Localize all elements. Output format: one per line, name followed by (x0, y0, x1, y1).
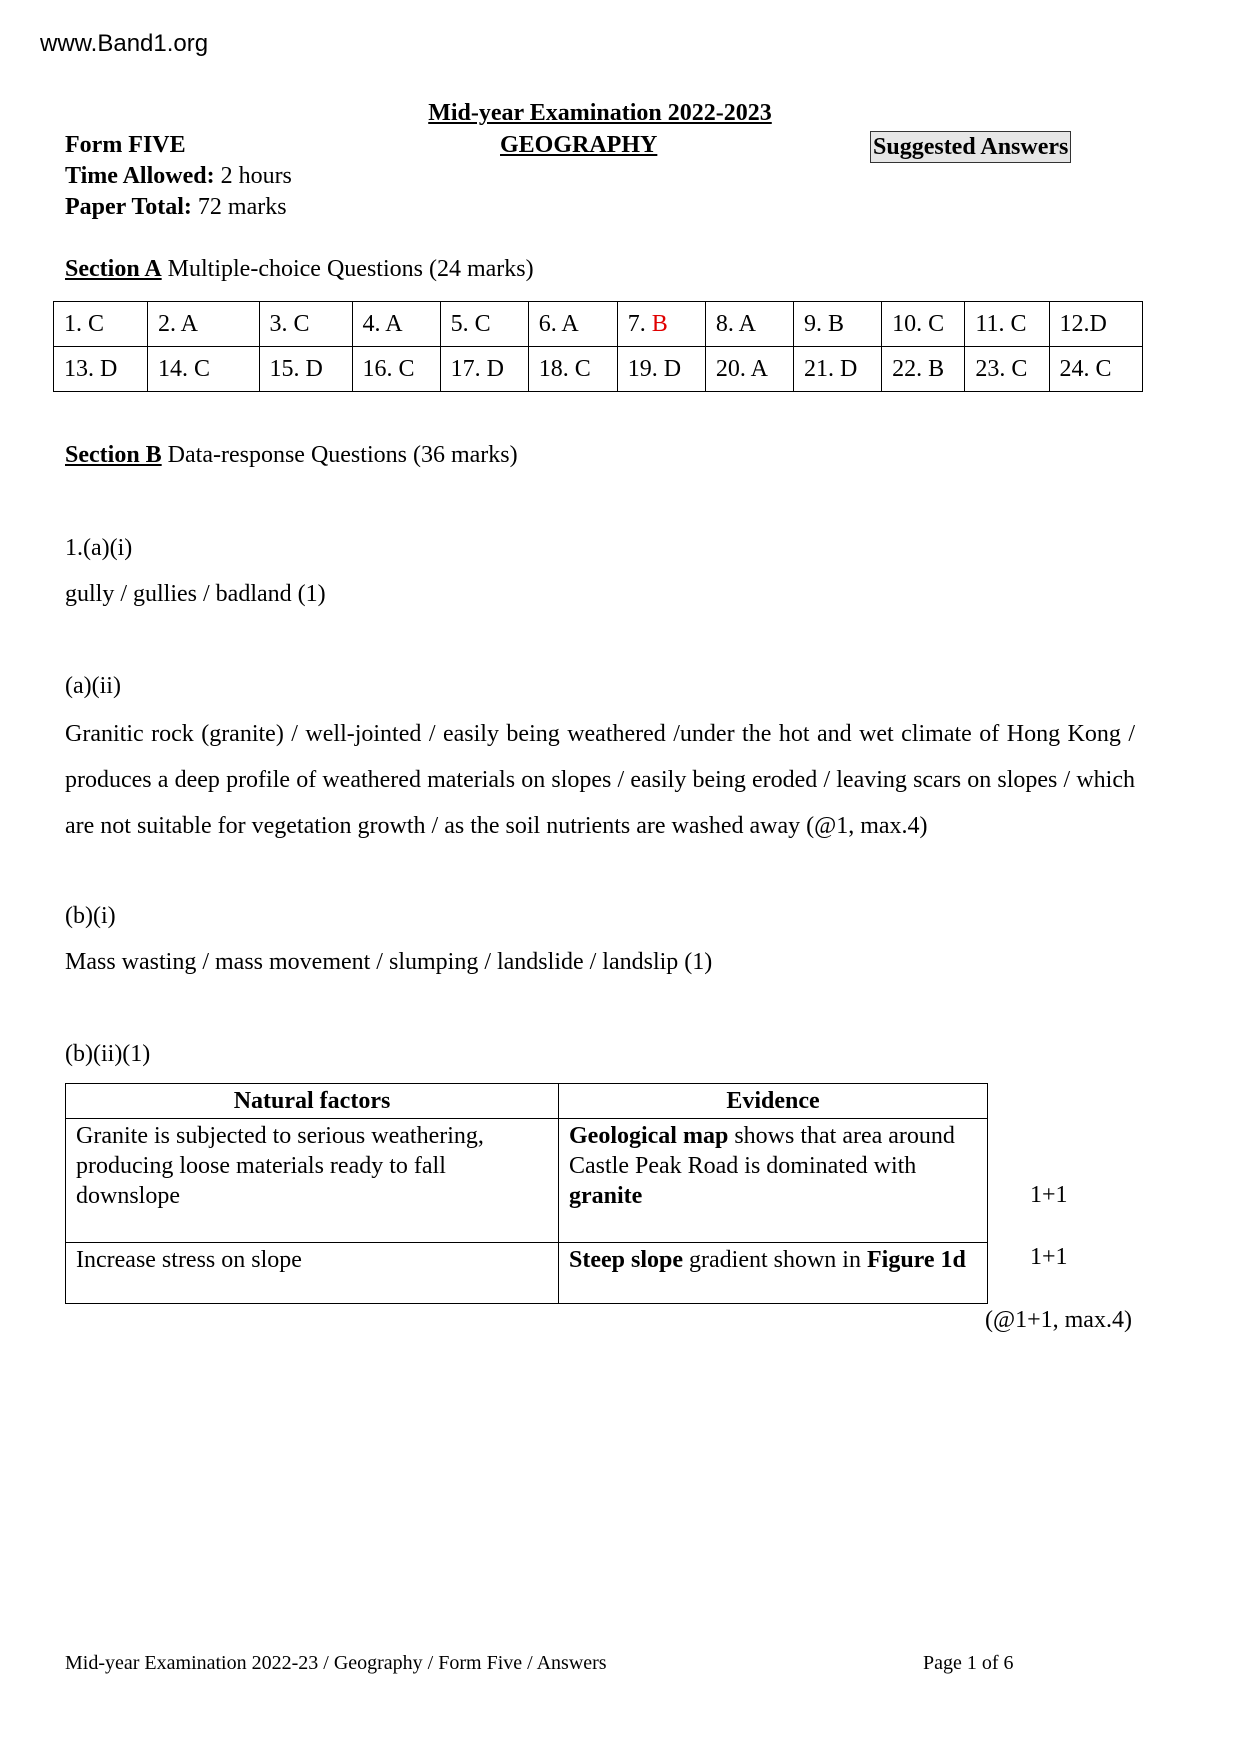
mc-answer-letter: C (474, 310, 491, 337)
suggested-answers-badge: Suggested Answers (870, 131, 1071, 163)
mc-answer-letter: D (1089, 310, 1107, 337)
mc-answer-cell (794, 347, 882, 392)
mc-question-number: 17. (450, 355, 487, 382)
mc-answer-letter: D (100, 355, 118, 382)
mc-answer-letter: A (750, 355, 768, 382)
mc-answer-cell (965, 302, 1049, 347)
mc-answer-letter: C (1010, 310, 1027, 337)
mc-answer-letter: A (180, 310, 198, 337)
mc-answer-letter: B (928, 355, 945, 382)
section-b-heading (65, 442, 518, 469)
paper-total (65, 194, 287, 221)
page-number: Page 1 of 6 (923, 1652, 1014, 1674)
question-1aii-answer: Granitic rock (granite) / well-jointed / easily being weathered /under the hot and wet climate of Hong Kong / produces a deep profile of weathered materials on slopes / easily being eroded / leaving scars on slopes / which are not suitable for vegetation growth / as the soil nutrients are washed away (@1, max.4) (65, 721, 1135, 839)
mc-answer-cell (1049, 302, 1142, 347)
section-a-label: Section A (65, 256, 162, 282)
mc-answer-letter: D (663, 355, 682, 382)
row-2-mark: 1+1 (1030, 1244, 1068, 1270)
mc-answer-cell (259, 347, 352, 392)
evidence-bold: granite (569, 1183, 643, 1209)
row-1-mark: 1+1 (1030, 1182, 1068, 1208)
mc-row (54, 347, 1143, 392)
mc-answer-cell (528, 347, 617, 392)
time-allowed-label: Time Allowed: (65, 163, 215, 189)
form-level: Form FIVE (65, 132, 186, 158)
table-header-row (66, 1084, 988, 1119)
mc-question-number: 16. (362, 355, 399, 382)
mc-question-number: 21. (804, 355, 841, 382)
mc-answer-letter: C (398, 355, 415, 382)
evidence-bold: Figure 1d (866, 1247, 966, 1273)
section-a-heading (65, 256, 534, 283)
mc-answer-cell (882, 347, 965, 392)
table-row (66, 1119, 988, 1243)
natural-factors-table (65, 1083, 988, 1304)
evidence-cell (559, 1243, 988, 1304)
mc-answer-cell (147, 347, 259, 392)
mc-answer-letter: D (486, 355, 504, 382)
mc-answer-letter: D (840, 355, 858, 382)
mc-question-number: 3. (269, 310, 294, 337)
paper-total-value: 72 marks (191, 194, 287, 220)
mc-question-number: 18. (538, 355, 575, 382)
evidence-bold: Steep slope (569, 1247, 683, 1273)
mc-answer-cell (617, 347, 705, 392)
mc-answer-letter: C (574, 355, 591, 382)
mc-answer-letter: C (928, 310, 945, 337)
mc-answer-cell (259, 302, 352, 347)
evidence-cell (559, 1119, 988, 1243)
mc-question-number: 11. (975, 310, 1011, 337)
mc-answer-letter: B (828, 310, 845, 337)
mc-question-number: 10. (892, 310, 929, 337)
mc-answer-table (53, 301, 1143, 392)
mc-answer-cell (147, 302, 259, 347)
exam-title: Mid-year Examination 2022-2023 (428, 100, 772, 126)
mc-answer-letter: B (651, 310, 668, 337)
question-1bi-answer: Mass wasting / mass movement / slumping / landslide / landslip (1) (65, 949, 713, 975)
mc-answer-cell (705, 302, 793, 347)
mc-question-number: 8. (715, 310, 739, 337)
table-row (66, 1243, 988, 1304)
mc-question-number: 12. (1059, 310, 1090, 337)
question-1aii-label: (a)(ii) (65, 673, 121, 699)
mc-answer-cell (617, 302, 705, 347)
mc-answer-cell (965, 347, 1049, 392)
max-mark-note: (@1+1, max.4) (985, 1307, 1132, 1333)
footer-text: Mid-year Examination 2022-23 / Geography / Form Five / Answers (65, 1652, 607, 1674)
evidence-text: gradient shown in (683, 1247, 867, 1273)
mc-answer-cell (528, 302, 617, 347)
mc-answer-cell (440, 302, 528, 347)
mc-answer-letter: A (561, 310, 579, 337)
mc-question-number: 22. (892, 355, 929, 382)
section-b-title: Data-response Questions (36 marks) (161, 442, 518, 468)
mc-answer-cell (882, 302, 965, 347)
mc-answer-letter: C (193, 355, 210, 382)
mc-question-number: 23. (975, 355, 1012, 382)
mc-answer-cell (352, 347, 440, 392)
mc-answer-cell (54, 302, 148, 347)
mc-question-number: 7. (627, 310, 652, 337)
mc-answer-cell (794, 302, 882, 347)
mc-answer-letter: D (305, 355, 323, 382)
evidence-text: shows that area around Castle Peak Road is dominated with (569, 1123, 955, 1179)
mc-question-number: 4. (362, 310, 386, 337)
mc-question-number: 9. (804, 310, 829, 337)
time-allowed (65, 163, 292, 190)
subject-title: GEOGRAPHY (500, 132, 658, 158)
mc-question-number: 2. (157, 310, 181, 337)
mc-question-number: 19. (627, 355, 664, 382)
mc-question-number: 1. (64, 310, 88, 337)
paper-total-label: Paper Total: (65, 194, 192, 220)
mc-answer-cell (440, 347, 528, 392)
mc-question-number: 6. (538, 310, 562, 337)
mc-question-number: 5. (450, 310, 475, 337)
mc-answer-cell (352, 302, 440, 347)
section-b-label: Section B (65, 442, 162, 468)
mc-row (54, 302, 1143, 347)
mc-question-number: 14. (157, 355, 194, 382)
mc-question-number: 13. (64, 355, 100, 382)
question-1bii1-label: (b)(ii)(1) (65, 1041, 151, 1067)
section-a-title: Multiple-choice Questions (24 marks) (161, 256, 534, 282)
mc-answer-letter: C (293, 310, 310, 337)
mc-answer-cell (54, 347, 148, 392)
question-1ai-answer: gully / gullies / badland (1) (65, 581, 326, 607)
mc-answer-cell (705, 347, 793, 392)
header-evidence: Evidence (559, 1084, 988, 1119)
factor-cell: Increase stress on slope (66, 1243, 559, 1304)
website-url: www.Band1.org (40, 30, 209, 57)
mc-answer-letter: A (738, 310, 756, 337)
factor-cell: Granite is subjected to serious weathering, producing loose materials ready to fall downslope (66, 1119, 559, 1243)
mc-answer-letter: C (88, 310, 105, 337)
time-allowed-value: 2 hours (214, 163, 292, 189)
header-natural-factors: Natural factors (66, 1084, 559, 1119)
mc-question-number: 15. (269, 355, 306, 382)
mc-answer-letter: C (1011, 355, 1028, 382)
mc-question-number: 20. (715, 355, 751, 382)
question-1bi-label: (b)(i) (65, 903, 116, 929)
mc-answer-cell (1049, 347, 1142, 392)
evidence-bold: Geological map (569, 1123, 729, 1149)
mc-answer-letter: A (385, 310, 403, 337)
question-1ai-label: 1.(a)(i) (65, 535, 133, 561)
mc-answer-letter: C (1095, 355, 1112, 382)
mc-question-number: 24. (1059, 355, 1096, 382)
